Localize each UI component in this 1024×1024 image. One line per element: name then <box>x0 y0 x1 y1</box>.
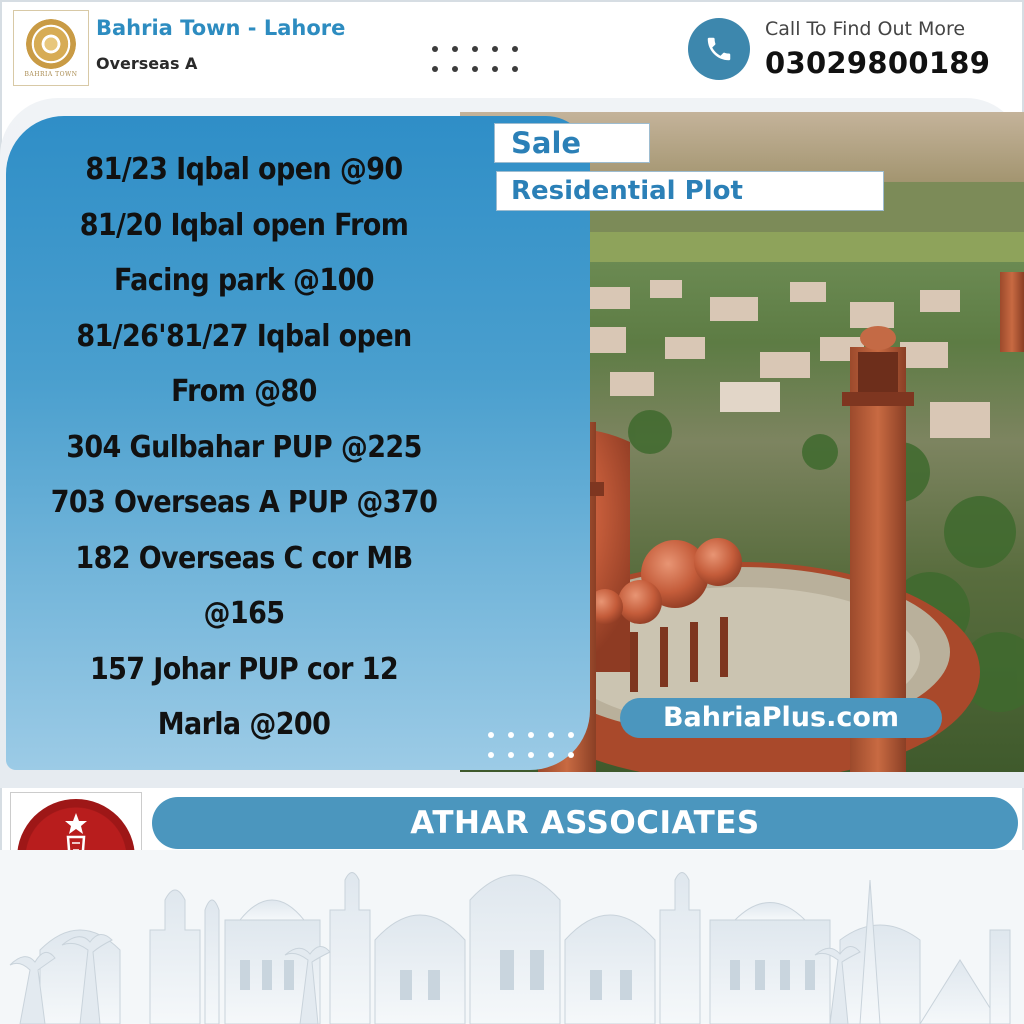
listing-line: 81/26'81/27 Iqbal open <box>76 318 412 354</box>
purpose-tag: Sale <box>494 123 650 163</box>
logo-caption: BAHRIA TOWN <box>24 70 78 78</box>
property-type-tag: Residential Plot <box>496 171 884 211</box>
listing-line: 182 Overseas C cor MB <box>75 540 413 576</box>
listing-line: Facing park @100 <box>114 263 374 298</box>
listing-line: From @80 <box>171 374 317 409</box>
listing-line: Marla @200 <box>157 707 331 742</box>
call-prompt: Call To Find Out More <box>765 18 966 40</box>
phone-number[interactable]: 03029800189 <box>765 46 991 80</box>
listing-line: @165 <box>203 596 285 631</box>
listing-line: 157 Johar PUP cor 12 <box>89 651 399 687</box>
bahria-town-logo <box>13 10 89 86</box>
phone-icon <box>704 34 734 64</box>
listing-line: 81/23 Iqbal open @90 <box>85 152 403 187</box>
decor-dots-panel <box>488 732 574 758</box>
city-skyline-illustration <box>0 850 1024 1024</box>
listing-lines <box>22 142 466 753</box>
decor-dots-top <box>432 46 518 72</box>
website-link[interactable]: BahriaPlus.com <box>620 698 942 738</box>
agency-name-bar: ATHAR ASSOCIATES <box>152 797 1018 849</box>
listing-line: 81/20 Iqbal open From <box>79 207 409 243</box>
project-title: Bahria Town - Lahore <box>96 16 346 40</box>
listing-line: 703 Overseas A PUP @370 <box>50 485 438 520</box>
call-button[interactable] <box>688 18 750 80</box>
listing-panel <box>6 116 590 770</box>
bahria-emblem-icon <box>26 19 76 69</box>
listing-line: 304 Gulbahar PUP @225 <box>66 429 422 465</box>
project-subtitle: Overseas A <box>96 54 198 73</box>
